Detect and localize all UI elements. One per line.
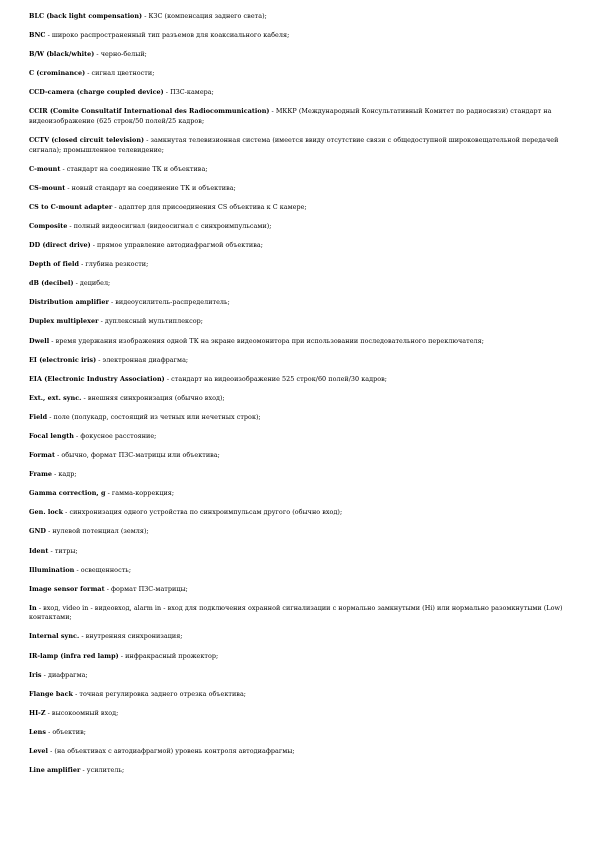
glossary-term: HI-Z bbox=[29, 708, 46, 717]
glossary-term: CS to C-mount adapter bbox=[29, 202, 113, 211]
glossary-entry bbox=[29, 337, 569, 347]
glossary-term: In bbox=[29, 603, 37, 612]
glossary-entry bbox=[29, 489, 569, 499]
glossary-entry bbox=[29, 413, 569, 423]
glossary-entry bbox=[29, 107, 569, 126]
glossary-definition: - прямое управление автодиафрагмой объектива; bbox=[90, 241, 263, 250]
glossary-definition: - вход, video in - видеовход, alarm in - вход для подключения охранной сигнализации с нормально замкнутыми (Hi) или нормально разомкнутыми (Low) контактами; bbox=[29, 603, 563, 622]
glossary-definition: - полный видеосигнал (видеосигнал с синхроимпульсами); bbox=[67, 221, 272, 230]
glossary-term: Focal length bbox=[29, 431, 74, 440]
glossary-term: EI (electronic iris) bbox=[29, 355, 97, 364]
glossary-definition: - гамма-коррекция; bbox=[105, 489, 175, 498]
glossary-term: dB (decibel) bbox=[29, 279, 74, 288]
glossary-term: Frame bbox=[29, 470, 53, 479]
glossary-definition: - точная регулировка заднего отрезка объектива; bbox=[73, 689, 247, 698]
glossary-entry bbox=[29, 728, 569, 738]
glossary-term: Gamma correction, g bbox=[29, 489, 106, 498]
glossary-entry bbox=[29, 203, 569, 213]
glossary-term: CCTV (closed circuit television) bbox=[29, 136, 145, 145]
glossary-definition: - объектив; bbox=[46, 727, 86, 736]
glossary-term: CS-mount bbox=[29, 183, 66, 192]
glossary-term: Ext., ext. sync. bbox=[29, 393, 82, 402]
glossary-definition: - титры; bbox=[48, 546, 78, 555]
glossary-definition: - дуплексный мультиплексор; bbox=[98, 317, 203, 326]
glossary-entry bbox=[29, 451, 569, 461]
glossary-definition: - нулевой потенциал (земля); bbox=[46, 527, 149, 536]
glossary-definition: - замкнутая телевизионная система (имеется ввиду отсутствие связи с общедоступной широковещательной передачей сигнала); промышленное телевидение; bbox=[29, 136, 559, 154]
glossary-term: EIA (Electronic Industry Association) bbox=[29, 374, 165, 383]
glossary-definition: - электронная диафрагма; bbox=[96, 355, 189, 364]
glossary-term: Line amplifier bbox=[29, 766, 81, 775]
glossary-definition: - инфракрасный прожектор; bbox=[118, 651, 219, 660]
glossary-entry bbox=[29, 547, 569, 557]
glossary-term: Flange back bbox=[29, 689, 73, 698]
glossary-entry bbox=[29, 747, 569, 757]
glossary-entry bbox=[29, 652, 569, 662]
glossary-term: BNC bbox=[29, 31, 46, 40]
glossary-entry bbox=[29, 394, 569, 404]
glossary-definition: - кадр; bbox=[52, 470, 77, 479]
glossary-entry bbox=[29, 241, 569, 251]
glossary-entry bbox=[29, 690, 569, 700]
glossary-entry bbox=[29, 298, 569, 308]
glossary-entry bbox=[29, 375, 569, 385]
glossary-entry bbox=[29, 356, 569, 366]
glossary-definition: - сигнал цветности; bbox=[85, 69, 155, 78]
glossary-entry bbox=[29, 432, 569, 442]
glossary-entry bbox=[29, 317, 569, 327]
glossary-definition: - видеоусилитель-распределитель; bbox=[108, 298, 230, 307]
glossary-entry bbox=[29, 671, 569, 681]
glossary-entry bbox=[29, 508, 569, 518]
glossary-definition: - адаптер для присоединения CS объектива к С камере; bbox=[112, 202, 307, 211]
glossary-entry bbox=[29, 50, 569, 60]
glossary-term: Gen. lock bbox=[29, 508, 64, 517]
glossary-entry bbox=[29, 766, 569, 776]
glossary-term: CCD-camera (charge coupled device) bbox=[29, 88, 164, 97]
glossary-term: B/W (black/white) bbox=[29, 50, 95, 59]
glossary-definition: - внутренняя синхронизация; bbox=[79, 632, 183, 641]
glossary-term: C (crominance) bbox=[29, 69, 86, 78]
glossary-term: Ident bbox=[29, 546, 49, 555]
glossary-definition: - обычно, формат ПЗС-матрицы или объектива; bbox=[54, 451, 220, 460]
glossary-entry bbox=[29, 184, 569, 194]
glossary-definition: - МККР (Международный Консультативный Комитет по радиосвязи) стандарт на видеоизображение (625 строк/50 полей/25 кадров; bbox=[29, 107, 552, 125]
glossary-definition: - освещенность; bbox=[74, 565, 132, 574]
glossary-definition: - черно-белый; bbox=[94, 50, 147, 59]
glossary-entry bbox=[29, 632, 569, 642]
glossary-term: Duplex multiplexer bbox=[29, 317, 99, 326]
glossary-entry bbox=[29, 527, 569, 537]
glossary-definition: - стандарт на соединение ТК и объектива; bbox=[60, 164, 208, 173]
glossary-definition: - высокоомный вход; bbox=[45, 708, 119, 717]
glossary-term: GND bbox=[29, 527, 46, 536]
glossary-entry bbox=[29, 470, 569, 480]
glossary-definition: - новый стандарт на соединение ТК и объектива; bbox=[65, 183, 236, 192]
glossary-definition: - КЗС (компенсация заднего света); bbox=[142, 12, 267, 20]
glossary-entry bbox=[29, 31, 569, 41]
glossary-entry bbox=[29, 69, 569, 79]
glossary-term: Distribution amplifier bbox=[29, 298, 109, 307]
glossary-term: Illumination bbox=[29, 565, 75, 574]
glossary-term: Dwell bbox=[29, 336, 50, 345]
glossary-term: Internal sync. bbox=[29, 632, 80, 641]
glossary-term: DD (direct drive) bbox=[29, 241, 91, 250]
glossary-entry bbox=[29, 585, 569, 595]
glossary-definition: - широко распространенный тип разъемов для коаксиального кабеля; bbox=[45, 31, 290, 40]
glossary-term: C-mount bbox=[29, 164, 61, 173]
glossary-definition: - поле (полукадр, состоящий из четных или нечетных строк); bbox=[47, 412, 261, 421]
glossary-definition: - синхронизация одного устройства по синхроимпульсам другого (обычно вход); bbox=[63, 508, 343, 517]
glossary-entry bbox=[29, 222, 569, 232]
glossary-entry bbox=[29, 260, 569, 270]
glossary-list bbox=[29, 12, 569, 785]
glossary-term: CCIR (Comite Consultatif International des Radiocommunication) bbox=[29, 107, 270, 116]
glossary-term: Image sensor format bbox=[29, 584, 105, 593]
glossary-entry bbox=[29, 165, 569, 175]
glossary-definition: - внешняя синхронизация (обычно вход); bbox=[81, 393, 225, 402]
glossary-definition: - усилитель; bbox=[80, 766, 125, 775]
glossary-entry bbox=[29, 279, 569, 289]
glossary-definition: - стандарт на видеоизображение 525 строк/60 полей/30 кадров; bbox=[164, 374, 388, 383]
glossary-entry bbox=[29, 88, 569, 98]
glossary-entry bbox=[29, 604, 569, 623]
glossary-definition: - диафрагма; bbox=[41, 670, 88, 679]
glossary-definition: - фокусное расстояние; bbox=[73, 431, 157, 440]
glossary-definition: - (на объективах с автодиафрагмой) уровень контроля автодиафрагмы; bbox=[48, 746, 295, 755]
glossary-definition: - ПЗС-камера; bbox=[163, 88, 214, 97]
glossary-entry bbox=[29, 12, 569, 22]
glossary-term: Field bbox=[29, 412, 48, 421]
glossary-definition: - формат ПЗС-матрицы; bbox=[104, 584, 188, 593]
glossary-entry bbox=[29, 136, 569, 155]
glossary-term: Level bbox=[29, 746, 49, 755]
glossary-entry bbox=[29, 566, 569, 576]
glossary-term: IR-lamp (infra red lamp) bbox=[29, 651, 119, 660]
glossary-entry bbox=[29, 709, 569, 719]
glossary-term: BLC (back light compensation) bbox=[29, 12, 143, 20]
glossary-term: Iris bbox=[29, 670, 42, 679]
glossary-term: Format bbox=[29, 451, 55, 460]
glossary-definition: - время удержания изображения одной ТК на экране видеомонитора при использовании последовательного переключателя; bbox=[49, 336, 484, 345]
glossary-definition: - децибел; bbox=[73, 279, 111, 288]
glossary-term: Composite bbox=[29, 221, 68, 230]
glossary-term: Depth of field bbox=[29, 260, 79, 269]
glossary-term: Lens bbox=[29, 727, 47, 736]
glossary-definition: - глубина резкости; bbox=[78, 260, 149, 269]
